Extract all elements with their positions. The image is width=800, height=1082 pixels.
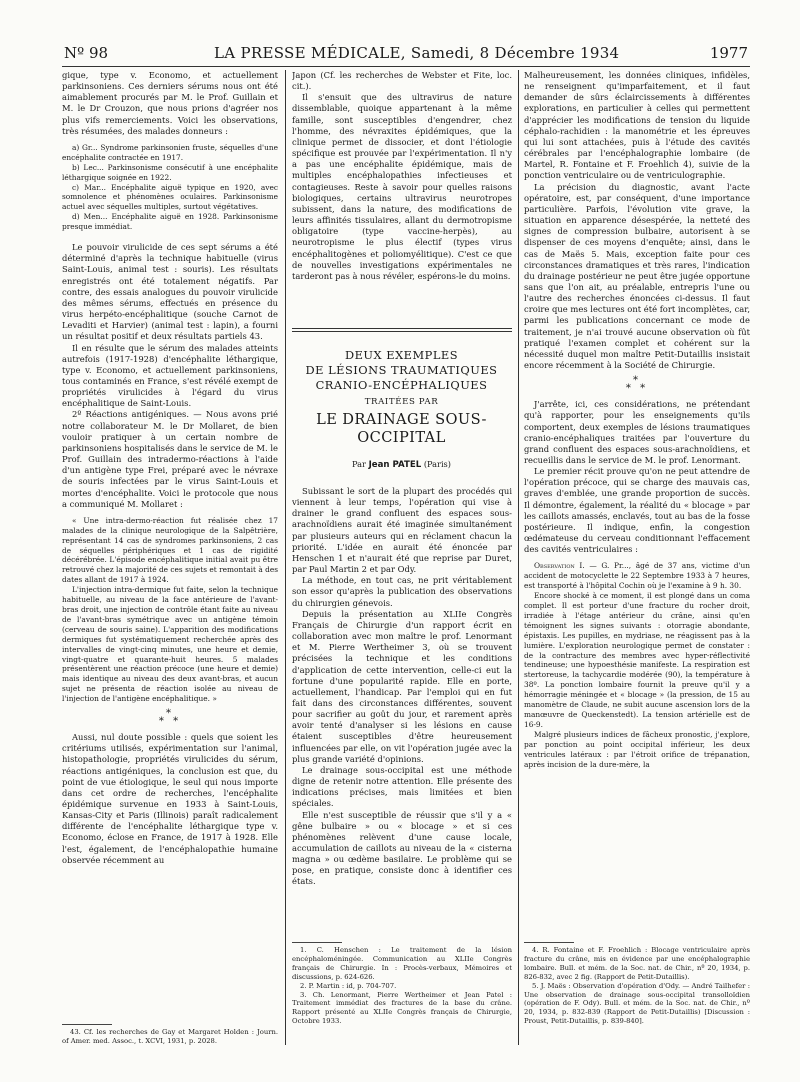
paragraph: Malheureusement, les données cliniques, infidèles, ne renseignent qu'imparfaitement, et il faut demander de sûrs éclaircissements à différentes explorations, en particulier à celles qui permettent d'apprécier les modifications de tension du liquide céphalo-rachidien : la manométrie et les épreuves qui lui sont attachées, puis à l'étude des cavités cérébrales par l'encéphalographie lombaire (de Martel, R. Fontaine et F. Froehlich 4), suivie de la ponction ventriculaire ou de ventriculographie. [524,70,750,181]
paragraph: La précision du diagnostic, avant l'acte opératoire, est, par conséquent, d'une importance particulière. Parfois, l'évolution vite grave, la situation en apparence désespérée, la netteté des signes de compression bulbaire, autorisent à se dispenser de ces moyens d'enquête; ainsi, dans le cas de Maës 5. Mais, exception faite pour ces circonstances dramatiques et très rares, l'indication du drainage postérieur ne peut être jugée opportune sans que l'on ait, au préalable, entrepris l'une ou l'autre des recherches énoncées ci-dessus. Il faut croire que mes lectures ont été fort incomplètes, car, parmi les publications concernant ce mode de traitement, je n'ai trouvé aucune observation où fût pratiqué l'examen complet et cohérent sur la nécessité duquel mon maître Petit-Dutaillis insistait encore récemment à la Société de Chirurgie. [524,181,750,371]
paragraph: Il s'ensuit que des ultravirus de nature dissemblable, quoique appartenant à la même famille, sont susceptibles d'engendrer, chez l'homme, des névraxites épidémiques, que la clinique permet de dissocier, et dont l'étiologie spécifique est prouvée par l'expérimentation. Il n'y a pas une encéphalite épidémique, mais de multiples encéphalopathies infectieuses et contagieuses. Reste à savoir pour quelles raisons biologiques, certains ultravirus neurotropes subissent, dans la nature, des modifications de leurs affinités tissulaires, allant du dermotropisme obligatoire (type vaccine-herpès), au neurotropisme le plus électif (types virus encéphalitogènes et poliomyélitique). C'est ce que de nouvelles investigations expérimentales ne tarderont pas à nous révéler, espérons-le du moins. [292,92,512,281]
case-a: a) Gr... Syndrome parkinsonien fruste, séquelles d'une encéphalite contractée en 1917. [62,142,278,162]
article-rule-top-2 [292,331,512,332]
paragraph: Depuis la présentation au XLIIe Congrès Français de Chirurgie d'un rapport écrit en collaboration avec mon maître le prof. Lenormant et M. Pierre Wertheimer 3, où se trouvent précisées la technique et les conditions d'application de cette intervention, celle-ci eut la fortune d'une popularité rapide. Elle en porte, actuellement, l'handicap. Par l'emploi qui en fut fait dans des circonstances différentes, souvent pour sacrifier au goût du jour, et rarement après avoir tenté d'analyser si les lésions en cause étaient susceptibles d'être heureusement influencées par elle, on vit l'opération jugée avec la plus grande variété d'opinions. [292,608,512,764]
case-c: c) Mar... Encéphalite aiguë typique en 1920, avec somnolence et phénomènes oculaires. Parkinsonisme actuel avec séquelles multiples, surtout végétatives. [62,182,278,212]
author-city: (Paris) [423,459,451,469]
column-2-body [292,486,512,931]
observation: Encore shocké à ce moment, il est plongé dans un coma complet. Il est porteur d'une fracture du rocher droit, irradiée à l'étage antérieur du crâne, ainsi qu'en témoignent les signes suivants : otorragie abondante, épistaxis. Les pupilles, en mydriase, ne réagissent pas à la lumière. L'exploration neurologique permet de constater : de la contracture des membres avec hyper-réflectivité tendineuse; une hypoesthésie manifeste. La respiration est stertoreuse, la tachycardie modérée (90), la température à 38º. La ponction lombaire fournit la preuve qu'il y a hémorragie méningée et « blocage » (la pression, de 15 au manomètre de Claude, ne subit aucune ascension lors de la manœuvre de Queckenstedt). La tension artérielle est de 16-9. [524,591,750,729]
paragraph: Le drainage sous-occipital est une méthode digne de retenir notre attention. Elle présente des indications précises, mais limitées et bien spéciales. [292,764,512,809]
paragraph: gique, type v. Economo, et actuellement parkinsoniens. Ces derniers sérums nous ont été aimablement procurés par M. le Prof. Guillain et M. le Dr Crouzon, que nous prions d'agréer nos plus vifs remerciements. Voici les observations, très résumées, des malades donneurs : [62,70,278,136]
article-title [288,348,515,470]
column-3-footnotes [524,946,750,1050]
footnote-rule [292,942,342,943]
title-main: LE DRAINAGE SOUS-OCCIPITAL [316,411,487,446]
footnote-5: 5. J. Maës : Observation d'opération d'Ody. — André Tailhefer : Une observation de drainage sous-occipital transolloïdien (opération de F. Ody). Bull. et mém. de la Soc. nat. de Chir., nº 20, 1934, p. 832-839 (Rapport de Petit-Dutaillis) [Discussion : Proust, Petit-Dutaillis, p. 839-840]. [524,981,750,1026]
paragraph: J'arrête, ici, ces considérations, ne prétendant qu'à rapporter, pour les enseignements qu'ils comportent, deux exemples de lésions traumatiques cranio-encéphaliques traitées par l'ouverture du grand confluent des espaces sous-arachnoïdiens, et recueillis dans le service de M. le prof. Lenormant. [524,399,750,465]
page-number: 1977 [709,44,748,62]
quote: « Une intra-dermo-réaction fut réalisée chez 17 malades de la clinique neurologique de la Salpêtrière, représentant 14 cas de syndromes parkinsoniens, 2 cas de séquelles périphériques et 1 cas de rigidité décérébrée. L'épisode encéphalitique initial avait pu être retrouvé chez la majorité de ces sujets et remontait à des dates allant de 1917 à 1924. [62,515,278,585]
case-b: b) Lec... Parkinsonisme consécutif à une encéphalite léthargique soignée en 1922. [62,162,278,182]
column-2-top [292,70,512,322]
footnote-3: 3. Ch. Lenormant, Pierre Wertheimer et Jean Patel : Traitement immédiat des fractures de la base du crâne. Rapport présenté au XLIIe Congrès français de Chirurgie, Octobre 1933. [292,990,512,1026]
paragraph: Subissant le sort de la plupart des procédés qui viennent à leur temps, l'opération qui vise à drainer le grand confluent des espaces sous-arachnoïdiens aurait été imaginée simultanément par plusieurs auteurs qui en réclament chacun la priorité. L'idée en aurait été énoncée par Henschen 1 et n'aurait été que reprise par Duret, par Paul Martin 2 et par Ody. [292,486,512,575]
section-separator: * * * [625,375,649,395]
author-name: Jean PATEL [368,460,422,470]
column-divider-2 [518,70,519,1045]
byline [288,459,515,470]
running-header [64,44,748,64]
column-2-footnotes [292,946,512,1050]
quote: L'injection intra-dermique fut faite, selon la technique habituelle, au niveau de la face antérieure de l'avant-bras droit, une injection de contrôle étant faite au niveau de l'avant-bras symétrique avec un antigène témoin (cerveau de souris saine). L'apparition des modifications dermiques fut systématiquement recherchée après des intervalles de vingt-cinq minutes, une heure et demie, vingt-quatre et quarante-huit heures. 5 malades présentèrent une réaction précoce (une heure et demie) mais identique au niveau des deux avant-bras, et aucun sujet ne présenta de réaction isolée au niveau de l'injection de l'antigène encéphalitique. » [62,585,278,704]
issue-number: Nº 98 [64,44,109,62]
article-rule-top [292,328,512,329]
footnote-1: 1. C. Henschen : Le traitement de la lésion encéphaloméningée. Communication au XLIIe Congrès français de Chirurgie. In : Procès-verbaux, Mémoires et discussions, p. 624-626. [292,946,512,981]
title-line: TRAITÉES PAR [364,397,439,407]
paragraph: Aussi, nul doute possible : quels que soient les critériums utilisés, expérimentation sur l'animal, histopathologie, propriétés virulicides du sérum, réactions antigéniques, la conclusion est que, du point de vue étiologique, le seul qui nous importe dans cet ordre de recherches, l'encéphalite épidémique survenue en 1933 à Saint-Louis, Kansas-City et Paris (Illinois) paraît radicalement différente de l'encéphalite léthargique type v. Economo, éclose en France, de 1917 à 1928. Elle l'est, également, de l'encéphalopathie humaine observée récemment au [62,732,278,865]
paragraph: Le pouvoir virulicide de ces sept sérums a été déterminé d'après la technique habituelle (virus Saint-Louis, animal test : souris). Les résultats enregistrés ont été totalement négatifs. Par contre, des essais analogues du pouvoir virulicide des mêmes sérums, effectués en présence du virus herpéto-encéphalitique (souche Carnot de Levaditi et Harvier) (animal test : lapin), a fourni un résultat positif et deux résultats partiels 43. [62,242,278,342]
paragraph: La méthode, en tout cas, ne prit véritablement son essor qu'après la publication des observations du chirurgien génevois. [292,575,512,608]
column-divider-1 [285,70,286,1045]
column-1 [62,70,278,1045]
title-line: DEUX EXEMPLES [344,348,459,362]
observation: Malgré plusieurs indices de fâcheux pronostic, j'explore, par ponction au point occipital inférieur, les deux ventricules latéraux : par l'étroit orifice de trépanation, après incision de la dure-mère, la [524,729,750,769]
case-d: d) Men... Encéphalite aiguë en 1928. Parkinsonisme presque immédiat. [62,212,278,232]
title-line: CRANIO-ENCÉPHALIQUES [315,378,488,392]
footnote-43: 43. Cf. les recherches de Gay et Margaret Holden : Journ. of Amer. med. Assoc., t. XCVI, 1931, p. 2028. [62,1028,278,1045]
byline-prefix: Par [352,459,366,469]
observation-label: Observation I. [534,561,585,571]
footnote-4: 4. R. Fontaine et F. Froehlich : Blocage ventriculaire après fracture du crâne, mis en évidence par une encéphalographie lombaire. Bull. et mém. de la Soc. nat. de Chir., nº 20, 1934, p. 826-832, avec 2 fig. (Rapport de Petit-Dutaillis). [524,946,750,981]
paragraph: Elle n'est susceptible de réussir que s'il y a « gêne bulbaire » ou « blocage » et si ces phénomènes relèvent d'une cause locale, accumulation de caillots au niveau de la « cisterna magna » ou œdème basilaire. Le problème qui se pose, en pratique, consiste donc à identifier ces états. [292,809,512,887]
title-line: DE LÉSIONS TRAUMATIQUES [305,363,498,377]
journal-title: LA PRESSE MÉDICALE, Samedi, 8 Décembre 1934 [214,44,620,62]
footnote-rule [524,942,574,943]
column-3 [524,70,750,935]
paragraph: Il en résulte que le sérum des malades atteints autrefois (1917-1928) d'encéphalite léthargique, type v. Economo, et actuellement parkinsoniens, tous contaminés en France, s'est révélé exempt de propriétés virulicides à l'égard du virus encéphalitique de Saint-Louis. [62,342,278,409]
paragraph: 2º Réactions antigéniques. — Nous avons prié notre collaborateur M. le Dr Mollaret, de bien vouloir pratiquer à un certain nombre de parkinsoniens hospitalisés dans le service de M. le Prof. Guillain des intradermo-réactions à l'aide d'un antigène type Frei, préparé avec le névraxe de souris infectées par le virus Saint-Louis et mortes d'encéphalite. Voici le protocole que nous a communiqué M. Mollaret : [62,409,278,509]
paragraph: Japon (Cf. les recherches de Webster et Fite, loc. cit.). [292,70,512,92]
observation: Observation I. — G. Pr..., âgé de 37 ans, victime d'un accident de motocyclette le 22 Septembre 1933 à 7 heures, est transporté à l'hôpital Cochin où je l'examine à 9 h. 30. [524,561,750,591]
paragraph: Le premier récit prouve qu'on ne peut attendre de l'opération précoce, qui se charge des mauvais cas, graves d'emblée, une grande proportion de succès. Il démontre, également, la réalité du « blocage » par les caillots amassés, enclavés, tout au bas de la fosse postérieure. Il indique, enfin, la congestion œdémateuse du cerveau conditionnant l'effacement des cavités ventriculaires : [524,466,750,555]
header-rule [62,66,750,67]
footnote-rule [62,1024,112,1025]
footnote-2: 2. P. Martin : id, p. 704-707. [300,981,397,990]
section-separator: * * * [158,708,182,728]
